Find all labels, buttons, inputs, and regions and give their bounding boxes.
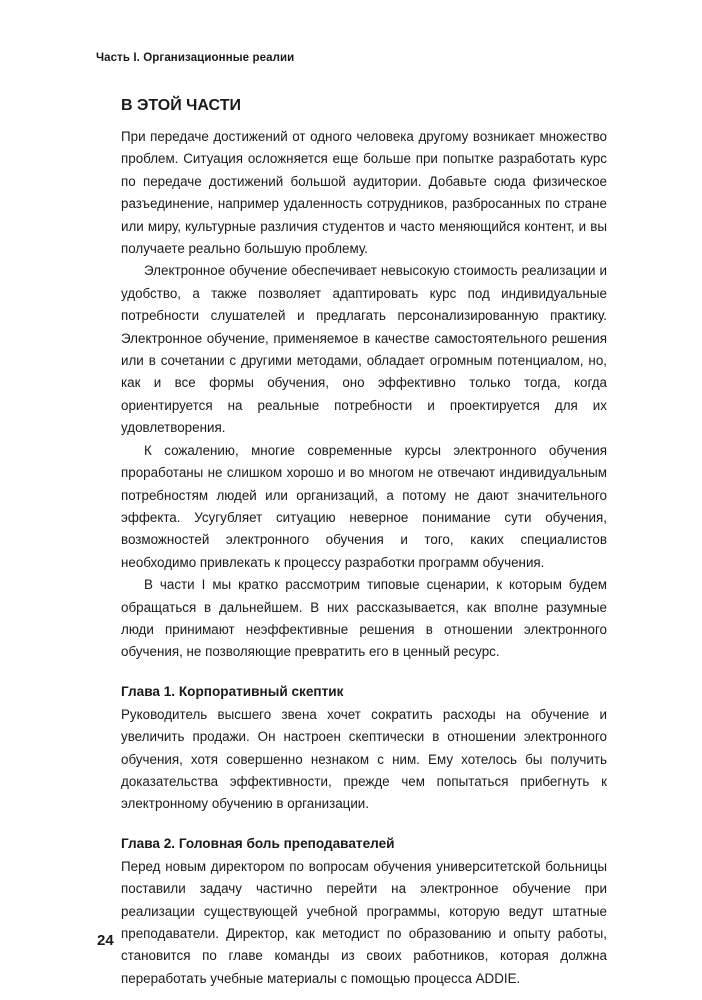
chapter-1-title: Глава 1. Корпоративный скептик (121, 683, 344, 699)
section-title: В ЭТОЙ ЧАСТИ (121, 97, 241, 114)
page-content (121, 96, 607, 990)
intro-paragraph: В части I мы кратко рассмотрим типовые сценарии, к которым будем обращаться в дальнейшем. В них рассказывается, как вполне разумные люди принимают неэффективные решения в отношении электронного обучения, не позволяющие превратить его в ценный ресурс. (121, 577, 607, 660)
chapter-2-title: Глава 2. Головная боль преподавателей (121, 835, 395, 851)
page-number: 24 (97, 932, 114, 949)
chapter-1-text: Руководитель высшего звена хочет сократить расходы на обучение и увеличить продажи. Он настроен скептически в отношении электронного обучения, хотя совершенно незнаком с ним. Ему хотелось бы получить доказательства эффективности, прежде чем попытаться прибегнуть к электронному обучению в организации. (121, 706, 607, 812)
running-head: Часть I. Организационные реалии (96, 52, 295, 64)
intro-paragraph: При передаче достижений от одного человека другому возникает множество проблем. Ситуация осложняется еще больше при попытке разработать курс по передаче достижений большой аудитории. Добавьте сюда физическое разъединение, например удаленность сотрудников, разбросанных по стране или миру, культурные различия студентов и часто меняющийся контент, и вы получаете реально большую проблему. (121, 129, 607, 257)
intro-paragraph: Электронное обучение обеспечивает невысокую стоимость реализации и удобство, а также позволяет адаптировать курс под индивидуальные потребности слушателей и предлагать персонализированную практику. Электронное обучение, применяемое в качестве самостоятельного решения или в сочетании с другими методами, обладает огромным потенциалом, но, как и все формы обучения, оно эффективно только тогда, когда ориентируется на реальные потребности и проектируется для их удовлетворения. (121, 263, 607, 436)
chapter-2-text: Перед новым директором по вопросам обучения университетской больницы поставили задачу частично перейти на электронное обучение при реализации существующей учебной программы, которую ведут штатные преподаватели. Директор, как методист по образованию и опыту работы, становится по главе команды из своих работников, которая должна переработать учебные материалы с помощью процесса ADDIE. (121, 858, 607, 986)
intro-paragraph: К сожалению, многие современные курсы электронного обучения проработаны не слишком хорошо и во многом не отвечают индивидуальным потребностям людей или организаций, а потому не дают значительного эффекта. Усугубляет ситуацию неверное понимание сути обучения, возможностей электронного обучения и того, каких специалистов необходимо привлекать к процессу разработки программ обучения. (121, 442, 607, 570)
